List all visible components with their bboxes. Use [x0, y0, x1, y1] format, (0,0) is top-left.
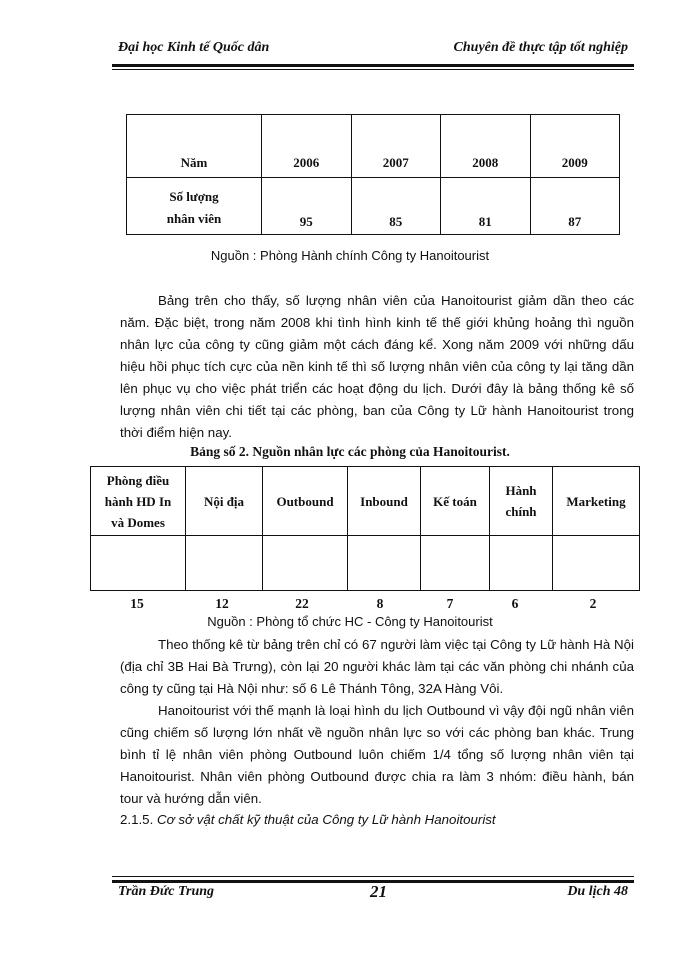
department-header-cell	[186, 467, 263, 536]
department-value: 22	[295, 596, 309, 611]
section-subheading	[120, 812, 496, 827]
footer-rule-thin	[112, 876, 634, 877]
year-cell: 2007	[351, 115, 441, 178]
empty-cell	[91, 536, 186, 591]
empty-cell	[186, 536, 263, 591]
footer-right: Du lịch 48	[567, 884, 628, 899]
header-line: Hành	[505, 483, 537, 498]
year-cell: 2006	[262, 115, 352, 178]
year-cell: 2008	[441, 115, 531, 178]
empty-cell	[553, 536, 640, 591]
empty-cell	[263, 536, 348, 591]
row-label-cell	[127, 178, 262, 235]
header-line: và Domes	[111, 514, 165, 530]
year-cell: 2009	[530, 115, 620, 178]
department-value: 8	[376, 596, 384, 611]
value-cell: 95	[262, 178, 352, 235]
table-row	[127, 178, 620, 235]
header-left: Đại học Kinh tế Quốc dân	[118, 40, 270, 55]
paragraph-2: Theo thống kê từ bảng trên chỉ có 67 người làm việc tại Công ty Lữ hành Hà Nội (địa chỉ 3B Hai Bà Trưng), còn lại 20 người khác làm tại các văn phòng chi nhánh của công ty cũng tại Hà Nội như: số 6 Lê Thánh Tông, 32A Hàng Vôi.	[120, 637, 634, 696]
header-rule-thick	[112, 64, 634, 67]
header-line: chính	[505, 504, 537, 519]
department-header-cell	[263, 467, 348, 536]
department-value: 7	[446, 596, 454, 611]
empty-cell	[348, 536, 421, 591]
section-title: Cơ sở vật chất kỹ thuật của Công ty Lữ hành Hanoitourist	[156, 812, 496, 827]
table2-title: Bảng số 2. Nguồn nhân lực các phòng của Hanoitourist.	[190, 444, 510, 459]
department-header-cell	[421, 467, 490, 536]
department-value: 2	[589, 596, 597, 611]
source-note-2: Nguồn : Phòng tổ chức HC - Công ty Hanoitourist	[207, 614, 493, 629]
staff-by-year-table	[126, 114, 620, 235]
row-label-line: nhân viên	[166, 211, 222, 226]
table-row	[91, 467, 640, 536]
header-line: hành HD In	[104, 493, 172, 509]
empty-cell	[490, 536, 553, 591]
table-row	[127, 115, 620, 178]
year-header-cell: Năm	[127, 115, 262, 178]
source-note-1: Nguồn : Phòng Hành chính Công ty Hanoitourist	[210, 248, 490, 263]
header-line: Outbound	[276, 493, 334, 509]
department-value: 15	[130, 596, 144, 611]
department-value: 6	[511, 596, 519, 611]
staff-by-department-table	[90, 466, 640, 591]
department-header-cell	[490, 467, 553, 536]
header-line: Marketing	[566, 493, 626, 509]
header-rule-thin	[112, 69, 634, 70]
empty-cell	[421, 536, 490, 591]
department-header-cell	[553, 467, 640, 536]
header-line: Nội địa	[203, 493, 245, 509]
paragraph-1: Bảng trên cho thấy, số lượng nhân viên của Hanoitourist giảm dần theo các năm. Đặc biệt, trong năm 2008 khi tình hình kinh tế thế giới khủng hoảng thì nguồn nhân lực của công ty cũng giảm một cách đáng kể. Xong năm 2009 với những dấu hiệu hồi phục tích cực của nền kinh tế thì số lượng nhân viên của công ty lại tăng dần lên phục vụ cho việc phát triển các hoạt động du lịch. Dưới đây là bảng thống kê số lượng nhân viên chi tiết tại các phòng, ban của Công ty Lữ hành Hanoitourist trong thời điểm hiện nay.	[120, 293, 634, 440]
table-row	[91, 536, 640, 591]
department-value: 12	[215, 596, 229, 611]
row-label-line: Số lượng	[169, 189, 219, 204]
paragraph-3: Hanoitourist với thế mạnh là loại hình du lịch Outbound vì vậy đội ngũ nhân viên cũng chiếm số lượng lớn nhất về nguồn nhân lực so với các phòng ban khác. Trung bình tỉ lệ nhân viên phòng Outbound luôn chiếm 1/4 tổng số lượng nhân viên tại Hanoitourist. Nhân viên phòng Outbound được chia ra làm 3 nhóm: điều hành, bán tour và hướng dẫn viên.	[120, 703, 634, 806]
value-cell: 81	[441, 178, 531, 235]
header-right: Chuyên đề thực tập tốt nghiệp	[453, 40, 628, 55]
section-number: 2.1.5.	[120, 812, 154, 827]
department-values-row	[90, 596, 640, 614]
value-cell: 87	[530, 178, 620, 235]
page-number: 21	[370, 882, 387, 901]
footer-author: Trần Đức Trung	[118, 884, 215, 899]
department-header-cell	[348, 467, 421, 536]
value-cell: 85	[351, 178, 441, 235]
header-line: Phòng điều	[106, 472, 170, 488]
header-line: Kế toán	[433, 493, 477, 509]
header-line: Inbound	[360, 493, 408, 509]
department-header-cell	[91, 467, 186, 536]
